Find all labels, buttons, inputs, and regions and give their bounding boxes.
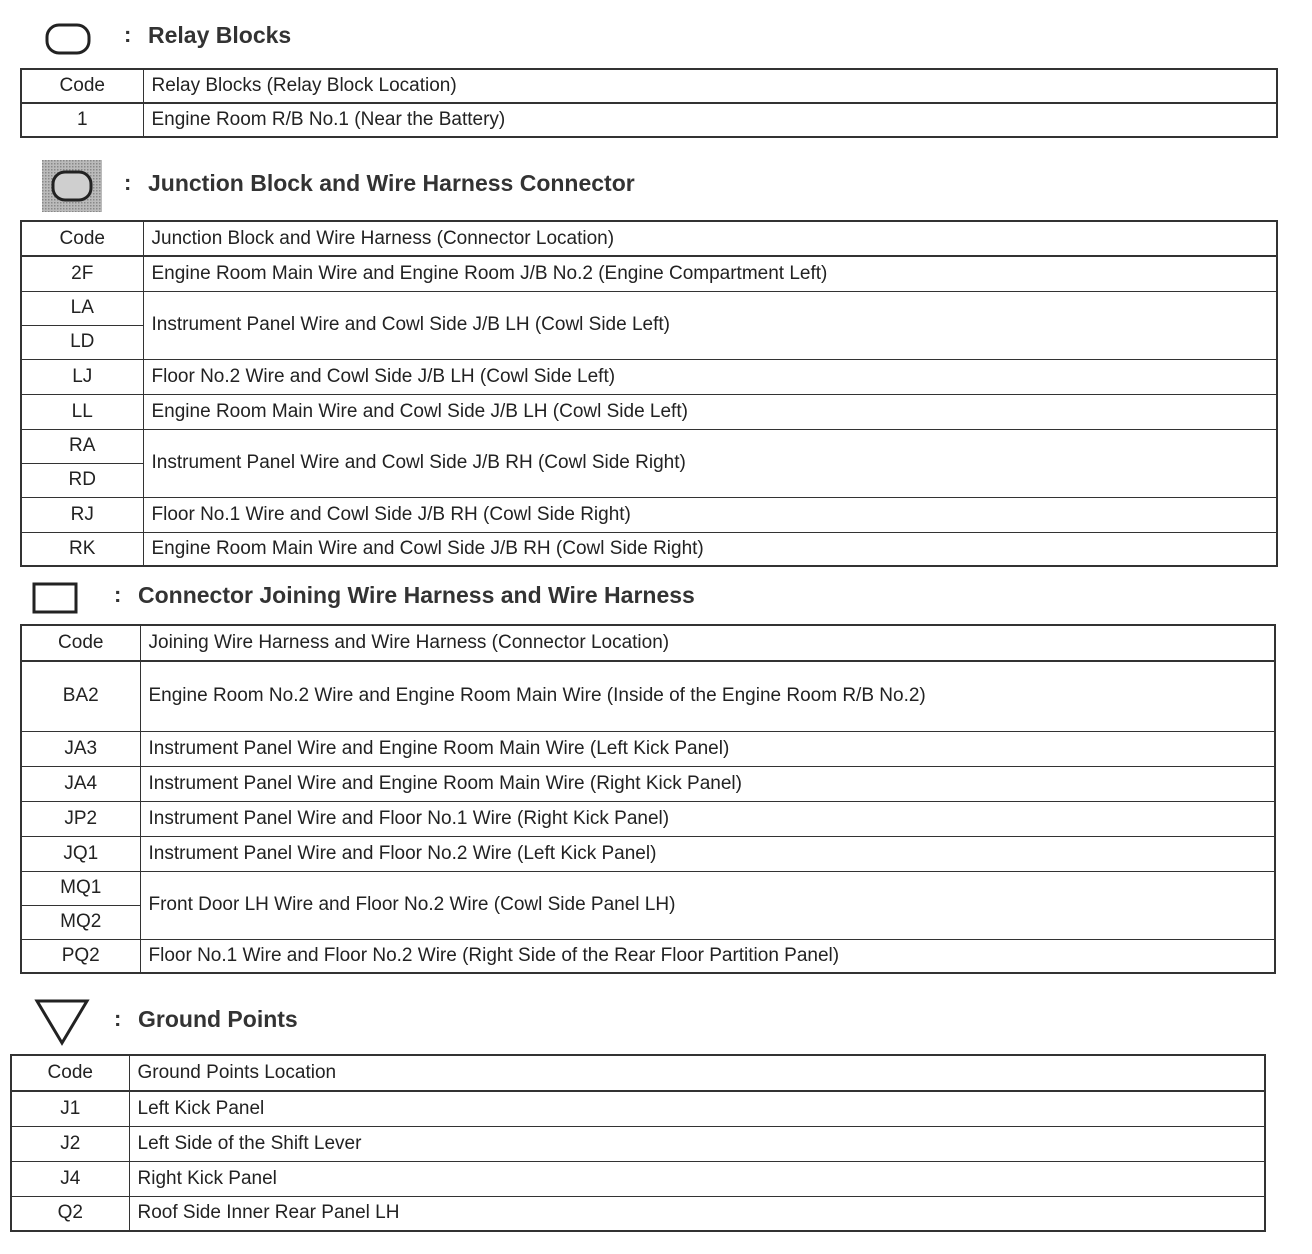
- row-code: LA: [21, 291, 143, 325]
- row-desc: Floor No.1 Wire and Cowl Side J/B RH (Cowl Side Right): [143, 497, 1277, 532]
- table-row: [21, 497, 1277, 532]
- table-row: [21, 661, 1275, 731]
- row-code: 1: [21, 103, 143, 137]
- row-desc: Instrument Panel Wire and Cowl Side J/B LH (Cowl Side Left): [143, 291, 1277, 359]
- row-desc: Floor No.1 Wire and Floor No.2 Wire (Right Side of the Rear Floor Partition Panel): [140, 939, 1275, 973]
- header-code: Code: [21, 69, 143, 103]
- table-row: [21, 103, 1277, 137]
- row-code: LL: [21, 394, 143, 429]
- row-code: 2F: [21, 256, 143, 291]
- row-desc: Left Kick Panel: [129, 1091, 1265, 1126]
- row-desc: Instrument Panel Wire and Floor No.2 Wire (Left Kick Panel): [140, 836, 1275, 871]
- junction-block-table: [20, 220, 1278, 567]
- table-row: [21, 766, 1275, 801]
- heading-colon: :: [114, 1006, 122, 1031]
- connector-table: [20, 624, 1276, 974]
- row-code: JA3: [21, 731, 140, 766]
- table-row: [21, 939, 1275, 973]
- row-desc: Engine Room Main Wire and Engine Room J/B No.2 (Engine Compartment Left): [143, 256, 1277, 291]
- rounded-rect-icon: [44, 22, 92, 61]
- section-title: Ground Points: [138, 1006, 298, 1032]
- table-row: [21, 256, 1277, 291]
- row-code: RJ: [21, 497, 143, 532]
- row-code: RD: [21, 463, 143, 497]
- row-desc: Instrument Panel Wire and Engine Room Main Wire (Left Kick Panel): [140, 731, 1275, 766]
- table-header-row: [21, 69, 1277, 103]
- table-row: [11, 1196, 1265, 1231]
- table-row: [21, 394, 1277, 429]
- row-code: MQ2: [21, 905, 140, 939]
- ground-points-table: [10, 1054, 1266, 1232]
- heading-colon: :: [124, 22, 132, 47]
- row-code: LJ: [21, 359, 143, 394]
- row-desc: Instrument Panel Wire and Cowl Side J/B RH (Cowl Side Right): [143, 429, 1277, 497]
- header-code: Code: [11, 1055, 129, 1091]
- section-title: Junction Block and Wire Harness Connector: [148, 170, 635, 196]
- header-desc: Relay Blocks (Relay Block Location): [143, 69, 1277, 103]
- shaded-rounded-rect-icon: [42, 160, 102, 217]
- table-header-row: [11, 1055, 1265, 1091]
- row-code: PQ2: [21, 939, 140, 973]
- table-row: [21, 871, 1275, 905]
- row-desc: Engine Room Main Wire and Cowl Side J/B LH (Cowl Side Left): [143, 394, 1277, 429]
- row-desc: Engine Room No.2 Wire and Engine Room Main Wire (Inside of the Engine Room R/B No.2): [140, 661, 1275, 731]
- row-code: MQ1: [21, 871, 140, 905]
- row-desc: Engine Room R/B No.1 (Near the Battery): [143, 103, 1277, 137]
- table-row: [21, 532, 1277, 566]
- row-code: J1: [11, 1091, 129, 1126]
- triangle-down-icon: [34, 998, 90, 1051]
- row-code: JA4: [21, 766, 140, 801]
- table-row: [21, 291, 1277, 325]
- row-code: BA2: [21, 661, 140, 731]
- row-code: J4: [11, 1161, 129, 1196]
- row-code: JP2: [21, 801, 140, 836]
- table-row: [11, 1091, 1265, 1126]
- heading-colon: :: [124, 170, 132, 195]
- row-code: RK: [21, 532, 143, 566]
- header-desc: Junction Block and Wire Harness (Connector Location): [143, 221, 1277, 256]
- row-desc: Instrument Panel Wire and Engine Room Main Wire (Right Kick Panel): [140, 766, 1275, 801]
- heading-colon: :: [114, 582, 122, 607]
- table-row: [11, 1161, 1265, 1196]
- table-header-row: [21, 221, 1277, 256]
- row-code: LD: [21, 325, 143, 359]
- table-row: [21, 731, 1275, 766]
- row-desc: Roof Side Inner Rear Panel LH: [129, 1196, 1265, 1231]
- row-desc: Right Kick Panel: [129, 1161, 1265, 1196]
- header-desc: Joining Wire Harness and Wire Harness (Connector Location): [140, 625, 1275, 661]
- row-desc: Front Door LH Wire and Floor No.2 Wire (Cowl Side Panel LH): [140, 871, 1275, 939]
- section-title: Connector Joining Wire Harness and Wire Harness: [138, 582, 695, 608]
- table-row: [21, 359, 1277, 394]
- header-code: Code: [21, 625, 140, 661]
- table-row: [21, 801, 1275, 836]
- table-row: [21, 836, 1275, 871]
- rectangle-icon: [32, 582, 78, 619]
- row-desc: Instrument Panel Wire and Floor No.1 Wire (Right Kick Panel): [140, 801, 1275, 836]
- row-desc: Left Side of the Shift Lever: [129, 1126, 1265, 1161]
- row-code: JQ1: [21, 836, 140, 871]
- table-row: [21, 429, 1277, 463]
- row-code: RA: [21, 429, 143, 463]
- row-code: Q2: [11, 1196, 129, 1231]
- row-code: J2: [11, 1126, 129, 1161]
- section-title: Relay Blocks: [148, 22, 292, 48]
- table-header-row: [21, 625, 1275, 661]
- header-code: Code: [21, 221, 143, 256]
- row-desc: Floor No.2 Wire and Cowl Side J/B LH (Cowl Side Left): [143, 359, 1277, 394]
- relay-blocks-table: [20, 68, 1278, 138]
- header-desc: Ground Points Location: [129, 1055, 1265, 1091]
- table-row: [11, 1126, 1265, 1161]
- row-desc: Engine Room Main Wire and Cowl Side J/B RH (Cowl Side Right): [143, 532, 1277, 566]
